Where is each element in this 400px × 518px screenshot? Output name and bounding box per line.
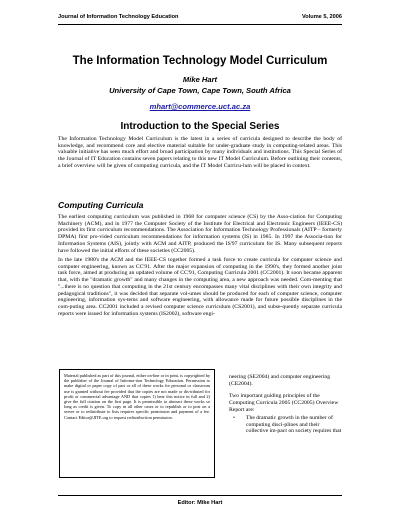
journal-name: Journal of Information Technology Education: [58, 14, 179, 20]
principles-intro: Two important guiding principles of the Computing Curricula 2005 (CC2005) Overview Report are:: [229, 393, 339, 413]
author-name: Mike Hart: [182, 75, 218, 84]
author-block: [0, 74, 400, 96]
author-affiliation: University of Cape Town, Cape Town, South Africa: [109, 86, 291, 95]
article-title: The Information Technology Model Curriculum: [72, 55, 328, 67]
footer-rule: [58, 495, 342, 496]
section-heading-intro: Introduction to the Special Series: [120, 121, 280, 132]
paragraph-continuation: neering (SE2004) and computer engineering (CE2004).: [229, 374, 331, 387]
copyright-notice-box: Material published as part of this journal, either on-line or in print, is copyrighted by the publisher of the Journal of Informa-tion Technology Education. Permission to make digital or paper copy of part or all of these works for personal or classroom use is granted without fee provided that the copies are not made or dis-tributed for profit or commercial advantage AND that copies 1) bear this notice in full and 2) give the full citation on the first page. It is permissible to abstract these works so long as credit is given. To copy in all other cases or to republish or to post on a server or to redistribute to lists requires specific permission and payment of a fee. Contact Editor@JITE.org to request redistribu-tion permission.: [59, 369, 215, 478]
right-column: [229, 374, 342, 420]
intro-paragraph: The Information Technology Model Curriculum is the latest in a series of curricula designed to describe the body of knowledge, and recommend core and elective material suitable for under-graduate study in computing-related areas. This valuable initiative has seen much effort and broad participation by many individuals and institutions. This Special Series of the Journal of IT Education contains seven papers relating to this new IT Model Curriculum. Before outlining their contents, a brief overview will be given of computing curricula, and the IT Model Curricu-lum will be placed in context.: [58, 136, 342, 169]
header-rule: [58, 24, 342, 25]
footer-editor: Editor: Mike Hart: [177, 500, 223, 506]
bullet-text: The dramatic growth in the number of computing disci-plines and their collective im-pact on society requires that: [246, 415, 342, 435]
bullet-icon: •: [233, 415, 235, 421]
volume-label: Volume 5, 2006: [301, 14, 342, 20]
principle-bullet: [229, 415, 342, 435]
computing-paragraph-2: In the late 1980's the ACM and the IEEE-CS together formed a task force to create curricula for computer science and computer engineering, known as CC'91. After the major expansion of computing in the 1990's, they formed another joint task force, aimed at producing an updated volume of CC'91, Computing Curricula 2001 (CC2001). It soon became apparent that, with the "dramatic growth" and many changes in the computing area, a new approach was needed. Com-menting that "...there is no question that computing in the 21st century encompasses many vital disciplines with their own integrity and pedagogical traditions", it was decided that separate vol-umes should be produced for each of computer science, computer engineering, information sys-tems and software engineering, with allowance made for future possible disciplines in the com-puting area. CC2001 included a revised computer science curriculum (CS2001), and subse-quently separate curricula reports were issued for information systems (IS2002), software engi-: [58, 257, 342, 317]
author-email-link[interactable]: mhart@commerce.uct.ac.za: [149, 102, 251, 111]
computing-paragraph-1: The earliest computing curriculum was published in 1968 for computer science (CS) by the Asso-ciation for Computing Machinery (ACM), and in 1977 the Computer Society of the Institute for Electrical and Electronic Engineers (IEEE-CS) provided its first curriculum recommendations. The Association for Information Technology Professionals (AITP – formerly DPMA) first pro-vided curriculum recommendations for information systems (IS) in 1985. In 1997 the Associa-tion for Information Systems (AIS), jointly with ACM and AITP, produced the IS'97 curriculum for IS. Many subsequent reports have followed the initial efforts of these societies (CC2005).: [58, 214, 342, 254]
section-heading-computing: Computing Curricula: [58, 200, 144, 210]
